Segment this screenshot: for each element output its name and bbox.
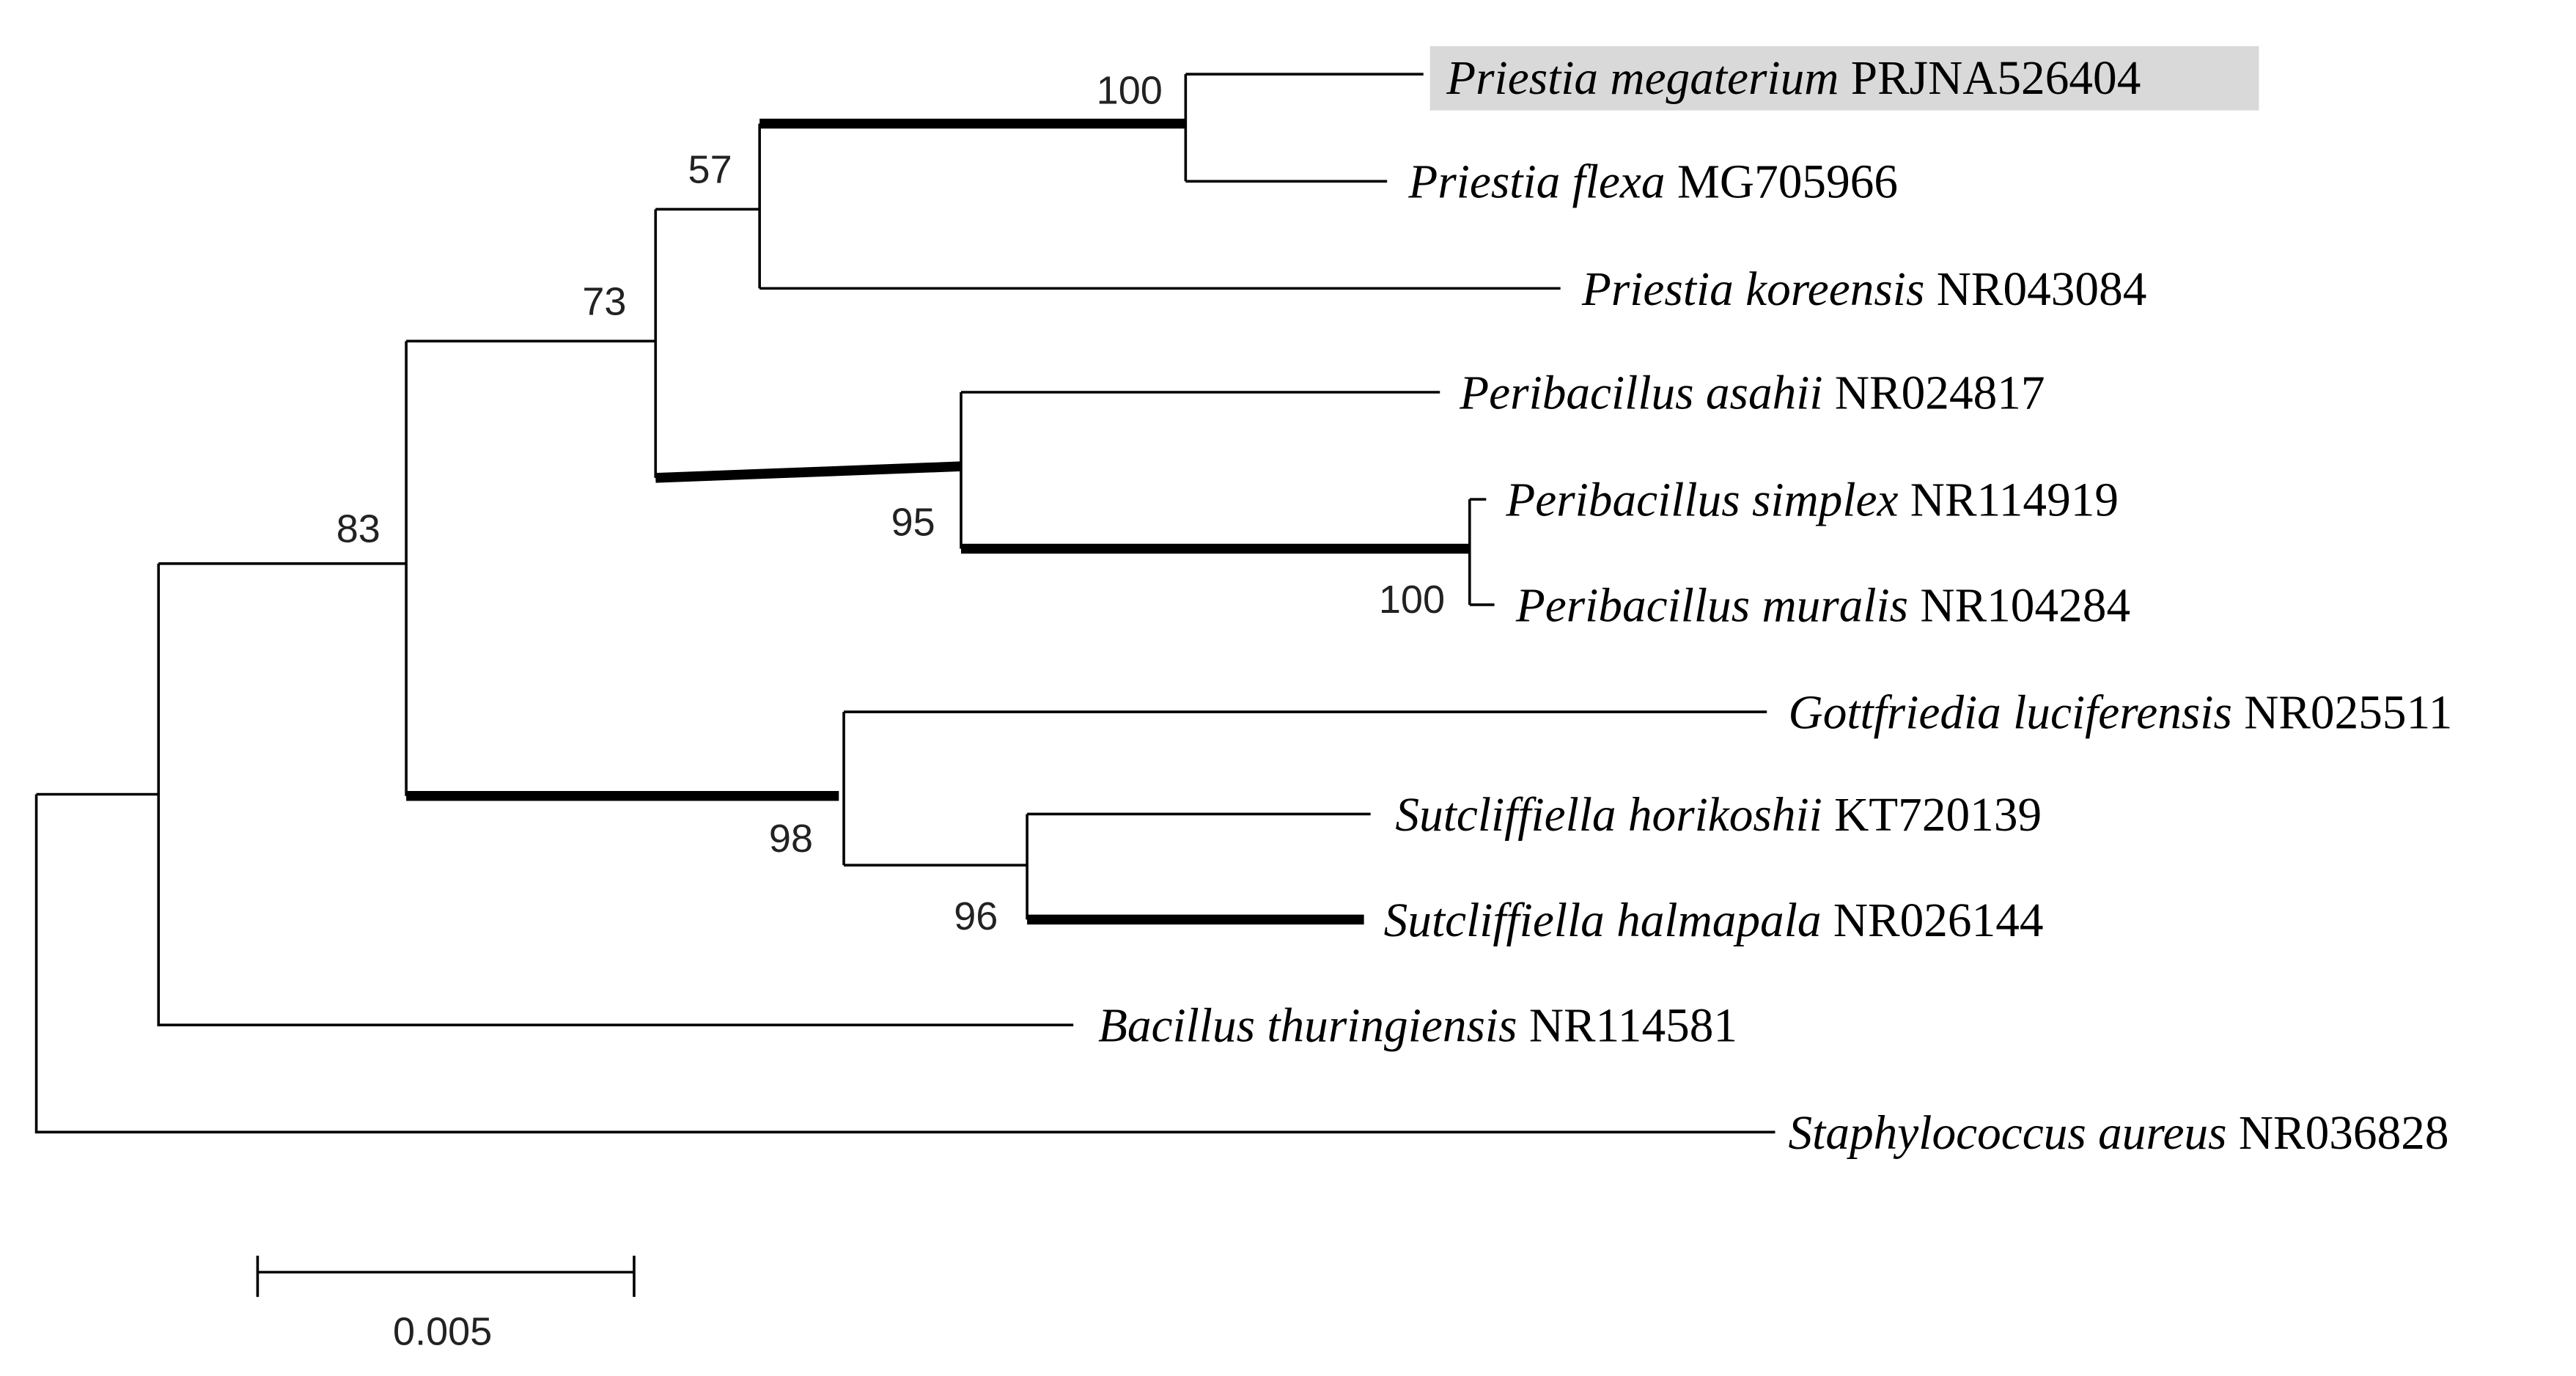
bootstrap-value: 57 bbox=[688, 147, 732, 192]
bootstrap-value: 73 bbox=[582, 279, 627, 324]
leaf-label: Peribacillus simplex NR114919 bbox=[1506, 474, 2119, 527]
node-96 bbox=[1027, 814, 1371, 919]
branches bbox=[37, 74, 1775, 1132]
scale-bar bbox=[257, 1256, 634, 1353]
leaf-labels bbox=[1098, 52, 2453, 1160]
leaf-label: Sutcliffiella horikoshii KT720139 bbox=[1395, 789, 2042, 842]
scale-bar-label: 0.005 bbox=[393, 1309, 493, 1354]
leaf-label: Bacillus thuringiensis NR114581 bbox=[1097, 999, 1738, 1053]
bootstrap-value: 98 bbox=[768, 817, 814, 861]
node-100a bbox=[1185, 74, 1423, 181]
leaf-label: Gottfriedia luciferensis NR025511 bbox=[1788, 686, 2453, 740]
node-73 bbox=[655, 209, 759, 477]
leaf-label: Peribacillus asahii NR024817 bbox=[1460, 367, 2045, 420]
branch-to-95 bbox=[655, 466, 961, 478]
leaf-label: Staphylococcus aureus NR036828 bbox=[1788, 1106, 2449, 1160]
root-node bbox=[37, 794, 1775, 1132]
leaf-label: Priestia megaterium PRJNA526404 bbox=[1446, 52, 2141, 106]
node-83 bbox=[406, 341, 655, 795]
scale-bar-line bbox=[257, 1256, 634, 1297]
bootstrap-values bbox=[336, 69, 1445, 938]
leaf-label: Priestia flexa MG705966 bbox=[1408, 155, 1899, 209]
leaf-label: Peribacillus muralis NR104284 bbox=[1515, 579, 2131, 633]
leaf-label: Sutcliffiella halmapala NR026144 bbox=[1383, 894, 2044, 947]
bootstrap-value: 83 bbox=[336, 507, 380, 551]
leaf-label: Priestia koreensis NR043084 bbox=[1581, 262, 2147, 316]
bootstrap-value: 100 bbox=[1096, 68, 1163, 113]
bootstrap-value: 95 bbox=[891, 500, 935, 545]
node-95 bbox=[961, 392, 1440, 549]
bootstrap-value: 100 bbox=[1378, 578, 1446, 622]
bootstrap-value: 96 bbox=[954, 894, 998, 938]
node-100b bbox=[1470, 499, 1495, 605]
